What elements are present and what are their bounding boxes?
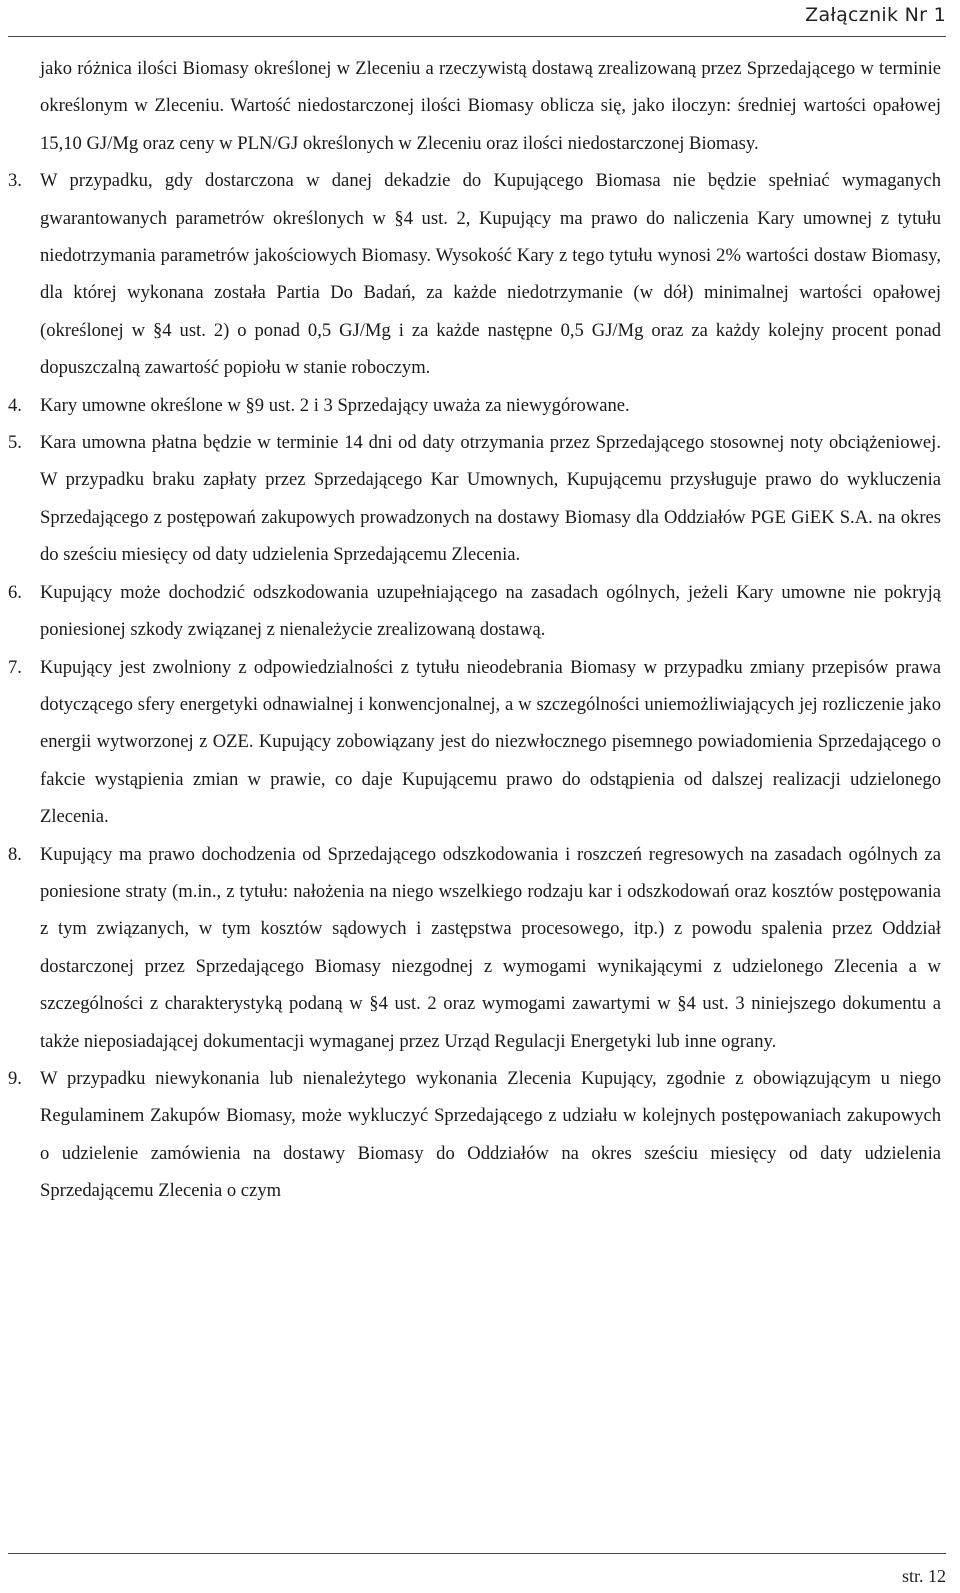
list-item-text: Kupujący może dochodzić odszkodowania uzupełniającego na zasadach ogólnych, jeżeli Kary umowne nie pokryją poniesionej szkody związanej z nienależycie zrealizowaną dostawą. xyxy=(40,581,941,641)
list-item-text: Kara umowna płatna będzie w terminie 14 dni od daty otrzymania przez Sprzedającego stosownej noty obciążeniowej. W przypadku braku zapłaty przez Sprzedającego Kar Umownych, Kupującemu przysługuje prawo do wykluczenia Sprzedającego z postępowań zakupowych prowadzonych na dostawy Biomasy dla Oddziałów PGE GiEK S.A. na okres do sześciu miesięcy od daty udzielenia Sprzedającemu Zlecenia. xyxy=(40,432,941,566)
page-header-title: Załącznik Nr 1 xyxy=(805,4,946,26)
list-item-text: W przypadku, gdy dostarczona w danej dekadzie do Kupującego Biomasa nie będzie spełniać wymaganych gwarantowanych parametrów określonych w §4 ust. 2, Kupujący ma prawo do naliczenia Kary umownej z tytułu niedotrzymania parametrów jakościowych Biomasy. Wysokość Kary z tego tytułu wynosi 2% wartości dostaw Biomasy, dla której wykonana została Partia Do Badań, za każde niedotrzymanie (w dół) minimalnej wartości opałowej (określonej w §4 ust. 2) o ponad 0,5 GJ/Mg i za każde następne 0,5 GJ/Mg oraz za każdy kolejny procent ponad dopuszczalną zawartość popiołu w stanie roboczym. xyxy=(40,170,941,379)
list-item xyxy=(8,424,941,574)
list-item xyxy=(8,649,941,836)
list-item-text: Kupujący jest zwolniony z odpowiedzialności z tytułu nieodebrania Biomasy w przypadku zmiany przepisów prawa dotyczącego sfery energetyki odnawialnej i konwencjonalnej, a w szczególności uniemożliwiających jej rozliczenie jako energii wytworzonej z OZE. Kupujący zobowiązany jest do niezwłocznego pisemnego powiadomienia Sprzedającego o fakcie wystąpienia zmian w prawie, co daje Kupującemu prawo do odstąpienia od dalszej realizacji udzielonego Zlecenia. xyxy=(40,656,941,828)
footer-divider xyxy=(8,1553,946,1554)
list-item xyxy=(8,162,941,386)
list-item-number: 6. xyxy=(8,581,22,603)
list-item-number: 9. xyxy=(8,1067,22,1089)
list-item-text: Kary umowne określone w §9 ust. 2 i 3 Sprzedający uważa za niewygórowane. xyxy=(40,394,630,416)
list-item-number: 7. xyxy=(8,656,22,678)
page-number: str. 12 xyxy=(901,1566,946,1586)
list-item-text: W przypadku niewykonania lub nienależytego wykonania Zlecenia Kupujący, zgodnie z obowiązującym u niego Regulaminem Zakupów Biomasy, może wykluczyć Sprzedającego z udziału w kolejnych postępowaniach zakupowych o udzielenie zamówienia na dostawy Biomasy do Oddziałów na okres sześciu miesięcy od daty udzielenia Sprzedającemu Zlecenia o czym xyxy=(40,1067,941,1202)
list-item-number: 8. xyxy=(8,843,22,865)
list-item-number: 3. xyxy=(8,170,22,192)
list-item-number: 4. xyxy=(8,394,22,416)
list-item xyxy=(8,1060,941,1210)
list-item xyxy=(8,387,941,424)
header-divider xyxy=(8,36,946,37)
list-item-number: 5. xyxy=(8,432,22,454)
list-item xyxy=(8,836,941,1060)
continuation-paragraph: jako różnica ilości Biomasy określonej w Zleceniu a rzeczywistą dostawą zrealizowaną przez Sprzedającego w terminie określonym w Zleceniu. Wartość niedostarczonej ilości Biomasy oblicza się, jako iloczyn: średniej wartości opałowej 15,10 GJ/Mg oraz ceny w PLN/GJ określonych w Zleceniu oraz ilości niedostarczonej Biomasy. xyxy=(40,58,941,154)
list-item xyxy=(8,574,941,649)
list-item-text: Kupujący ma prawo dochodzenia od Sprzedającego odszkodowania i roszczeń regresowych na zasadach ogólnych za poniesione straty (m.in., z tytułu: nałożenia na niego wszelkiego rodzaju kar i odszkodowań oraz kosztów postępowania z tym związanych, w tym kosztów sądowych i zastępstwa procesowego, itp.) z powodu spalenia przez Oddział dostarczonej przez Sprzedającego Biomasy niezgodnej z wymogami wynikającymi z udzielonego Zlecenia a w szczególności z charakterystyką podaną w §4 ust. 2 oraz wymogami zawartymi w §4 ust. 3 niniejszego dokumentu a także nieposiadającej dokumentacji wymaganej przez Urząd Regulacji Energetyki lub inne ograny. xyxy=(40,843,941,1052)
document-body xyxy=(8,50,941,1210)
